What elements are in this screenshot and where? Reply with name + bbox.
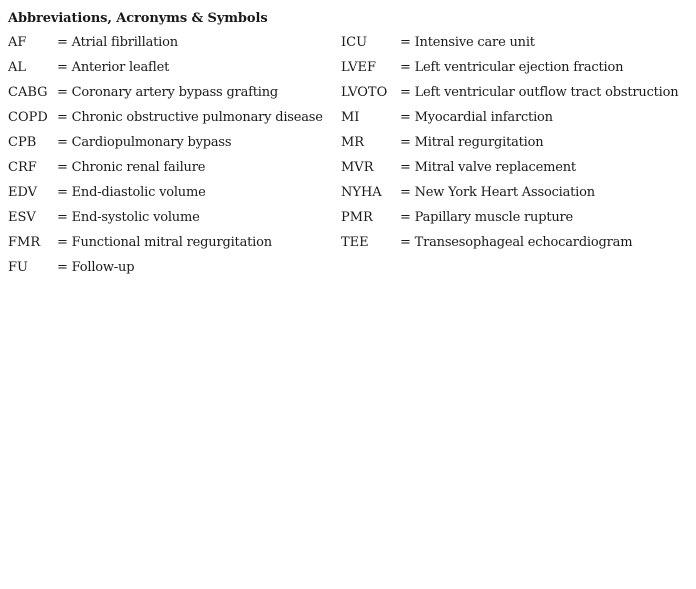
abbreviation-term: EDV: [8, 185, 38, 200]
abbreviation-term: AL: [8, 60, 27, 75]
abbreviation-definition: = Anterior leaflet: [57, 60, 170, 75]
abbreviation-row: [8, 80, 338, 105]
abbreviation-term: ESV: [8, 210, 36, 225]
abbreviation-row: [341, 130, 692, 155]
abbreviation-definition: = End-systolic volume: [57, 210, 200, 225]
abbreviation-definition: = Left ventricular ejection fraction: [400, 60, 624, 75]
abbreviation-term: MI: [341, 110, 360, 125]
abbreviation-term: PMR: [341, 210, 373, 225]
abbreviation-term: COPD: [8, 110, 48, 125]
abbreviation-row: [8, 105, 338, 130]
abbreviation-term: CABG: [8, 85, 48, 100]
abbreviation-definition: = End-diastolic volume: [57, 185, 206, 200]
abbreviation-row: [341, 155, 692, 180]
abbreviation-definition: = Chronic obstructive pulmonary disease: [57, 110, 323, 125]
abbreviation-term: FMR: [8, 235, 41, 250]
abbreviation-term: CPB: [8, 135, 37, 150]
page-title: Abbreviations, Acronyms & Symbols: [8, 11, 268, 26]
abbreviation-row: [341, 30, 692, 55]
abbreviation-row: [8, 30, 338, 55]
abbreviation-row: [341, 105, 692, 130]
abbreviation-term: CRF: [8, 160, 37, 175]
abbreviation-term: LVEF: [341, 60, 376, 75]
abbreviation-term: AF: [8, 35, 27, 50]
abbreviation-definition: = Follow-up: [57, 260, 135, 275]
abbreviation-row: [341, 230, 692, 255]
abbreviation-definition: = Myocardial infarction: [400, 110, 553, 125]
abbreviation-row: [341, 205, 692, 230]
abbreviation-row: [8, 255, 338, 280]
abbreviation-definition: = Functional mitral regurgitation: [57, 235, 272, 250]
abbreviation-row: [8, 130, 338, 155]
abbreviation-term: ICU: [341, 35, 368, 50]
abbreviation-definition: = Chronic renal failure: [57, 160, 206, 175]
abbreviation-row: [8, 55, 338, 80]
abbreviation-term: MR: [341, 135, 365, 150]
abbreviation-definition: = Atrial fibrillation: [57, 35, 178, 50]
abbreviation-definition: = Mitral valve replacement: [400, 160, 576, 175]
abbreviation-row: [8, 205, 338, 230]
abbreviation-row: [341, 180, 692, 205]
abbreviation-term: FU: [8, 260, 28, 275]
abbreviation-definition: = Mitral regurgitation: [400, 135, 544, 150]
abbreviation-row: [341, 80, 692, 105]
abbreviation-row: [8, 230, 338, 255]
abbreviations-page: [8, 8, 692, 275]
abbreviation-row: [341, 55, 692, 80]
abbreviation-term: NYHA: [341, 185, 382, 200]
abbreviation-definition: = Coronary artery bypass grafting: [57, 85, 279, 100]
abbreviation-definition: = New York Heart Association: [400, 185, 595, 200]
abbreviation-term: LVOTO: [341, 85, 388, 100]
abbreviation-list-left: [8, 30, 338, 280]
abbreviation-definition: = Cardiopulmonary bypass: [57, 135, 232, 150]
abbreviation-definition: = Intensive care unit: [400, 35, 535, 50]
abbreviation-list-right: [341, 30, 692, 255]
abbreviation-definition: = Papillary muscle rupture: [400, 210, 574, 225]
abbreviation-term: TEE: [341, 235, 369, 250]
abbreviation-definition: = Left ventricular outflow tract obstruction: [400, 85, 679, 100]
abbreviation-row: [8, 180, 338, 205]
abbreviation-row: [8, 155, 338, 180]
abbreviation-definition: = Transesophageal echocardiogram: [400, 235, 633, 250]
abbreviation-term: MVR: [341, 160, 374, 175]
